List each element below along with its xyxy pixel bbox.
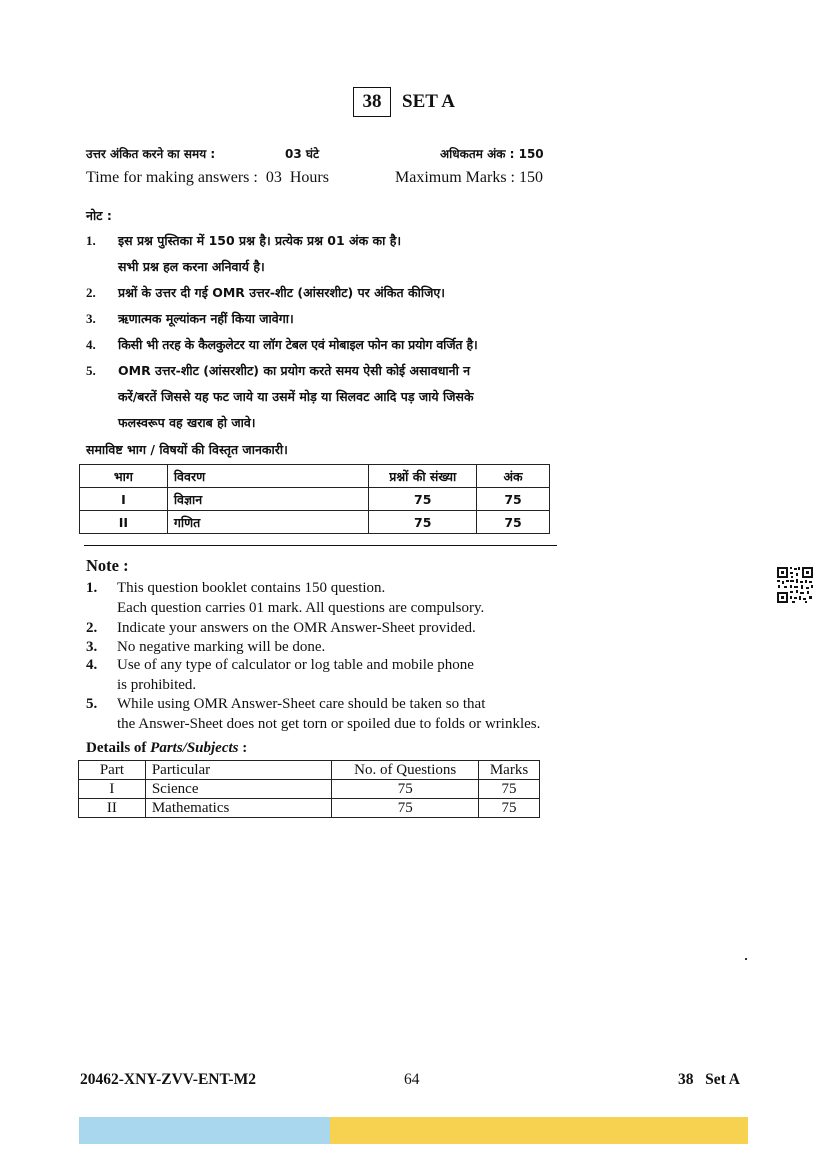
table-cell: 75 bbox=[477, 488, 550, 511]
table-row bbox=[80, 511, 550, 534]
details-label-hi: समाविष्ट भाग / विषयों की विस्तृत जानकारी। bbox=[86, 442, 288, 457]
footer-bar-yellow bbox=[330, 1117, 748, 1144]
table-header-cell: Marks bbox=[479, 761, 540, 780]
table-cell: 75 bbox=[479, 799, 540, 818]
max-marks-hi: अधिकतम अंक : 150 bbox=[440, 147, 544, 161]
qr-code-icon bbox=[776, 566, 814, 604]
note-hi-1-line-2: सभी प्रश्न हल करना अनिवार्य है। bbox=[118, 259, 265, 274]
table-cell: 75 bbox=[369, 511, 477, 534]
maximum-marks: Maximum Marks : 150 bbox=[395, 169, 543, 186]
parts-table-en bbox=[78, 760, 540, 818]
details-italic: Parts/Subjects bbox=[150, 740, 239, 756]
note-hi-5-line-2: करें/बरतें जिससे यह फट जाये या उसमें मोड़ या सिलवट आदि पड़ जाये जिसके bbox=[118, 389, 474, 404]
set-label: SET A bbox=[402, 91, 455, 112]
table-cell: 75 bbox=[332, 780, 479, 799]
booklet-code: 20462-XNY-ZVV-ENT-M2 bbox=[80, 1071, 256, 1088]
note-hi-5-line-3: फलस्वरूप वह खराब हो जावे। bbox=[118, 415, 256, 430]
note-hi-num-5: 5. bbox=[86, 363, 96, 378]
table-cell: Science bbox=[145, 780, 332, 799]
note-hi-2-line-1: प्रश्नों के उत्तर दी गई OMR उत्तर-शीट (आंसरशीट) पर अंकित कीजिए। bbox=[118, 285, 445, 300]
details-label-en bbox=[86, 740, 247, 757]
table-row bbox=[80, 488, 550, 511]
note-hi-num-3: 3. bbox=[86, 311, 96, 326]
footer-bar-blue bbox=[79, 1117, 330, 1144]
table-header-cell: No. of Questions bbox=[332, 761, 479, 780]
table-header-cell: विवरण bbox=[167, 465, 369, 488]
notes-en-title: Note : bbox=[86, 556, 129, 575]
note-en-4-line-2: is prohibited. bbox=[117, 677, 197, 693]
table-header-cell: Particular bbox=[145, 761, 332, 780]
table-row bbox=[79, 780, 540, 799]
table-header-cell: भाग bbox=[80, 465, 168, 488]
table-cell: Mathematics bbox=[145, 799, 332, 818]
page-number: 64 bbox=[404, 1071, 420, 1088]
note-en-5-line-2: the Answer-Sheet does not get torn or spoiled due to folds or wrinkles. bbox=[117, 716, 541, 732]
table-cell: 75 bbox=[477, 511, 550, 534]
note-en-1-line-2: Each question carries 01 mark. All questions are compulsory. bbox=[117, 600, 485, 616]
time-for-answers: Time for making answers : 03 Hours bbox=[86, 169, 329, 186]
stray-dot bbox=[745, 958, 747, 960]
set-number: 38 bbox=[362, 91, 382, 112]
table-cell: विज्ञान bbox=[167, 488, 369, 511]
table-header-cell: अंक bbox=[477, 465, 550, 488]
note-en-1-line-1: This question booklet contains 150 question. bbox=[117, 580, 386, 596]
footer-set-label: 38 Set A bbox=[678, 1071, 740, 1088]
note-en-2-line-1: Indicate your answers on the OMR Answer-Sheet provided. bbox=[117, 620, 476, 636]
notes-hi-title: नोट : bbox=[86, 208, 112, 223]
note-en-num-1: 1. bbox=[86, 580, 98, 596]
note-en-5-line-1: While using OMR Answer-Sheet care should be taken so that bbox=[117, 696, 486, 712]
time-label-hi: उत्तर अंकित करने का समय : bbox=[86, 147, 216, 161]
note-hi-num-1: 1. bbox=[86, 233, 96, 248]
table-row bbox=[79, 799, 540, 818]
section-divider bbox=[84, 545, 557, 546]
note-en-num-2: 2. bbox=[86, 620, 98, 636]
note-hi-1-line-1: इस प्रश्न पुस्तिका में 150 प्रश्न है। प्रत्येक प्रश्न 01 अंक का है। bbox=[118, 233, 402, 248]
table-header-row bbox=[79, 761, 540, 780]
table-header-cell: प्रश्नों की संख्या bbox=[369, 465, 477, 488]
set-number-box bbox=[353, 87, 391, 117]
table-cell: गणित bbox=[167, 511, 369, 534]
note-en-num-3: 3. bbox=[86, 639, 98, 655]
note-hi-num-4: 4. bbox=[86, 337, 96, 352]
note-hi-4-line-1: किसी भी तरह के कैलकुलेटर या लॉग टेबल एवं मोबाइल फोन का प्रयोग वर्जित है। bbox=[118, 337, 478, 352]
parts-table-hi bbox=[79, 464, 550, 534]
time-value-hi: 03 घंटे bbox=[285, 147, 320, 161]
note-en-4-line-1: Use of any type of calculator or log table and mobile phone bbox=[117, 657, 474, 673]
note-hi-5-line-1: OMR उत्तर-शीट (आंसरशीट) का प्रयोग करते समय ऐसी कोई असावधानी न bbox=[118, 363, 471, 378]
table-header-row bbox=[80, 465, 550, 488]
table-cell: II bbox=[80, 511, 168, 534]
note-en-num-4: 4. bbox=[86, 657, 98, 673]
table-cell: 75 bbox=[479, 780, 540, 799]
details-suffix: : bbox=[238, 740, 248, 756]
note-en-3-line-1: No negative marking will be done. bbox=[117, 639, 326, 655]
table-header-cell: Part bbox=[79, 761, 146, 780]
table-cell: I bbox=[79, 780, 146, 799]
details-prefix: Details of bbox=[86, 740, 151, 756]
note-hi-3-line-1: ऋणात्मक मूल्यांकन नहीं किया जावेगा। bbox=[118, 311, 294, 326]
table-cell: 75 bbox=[369, 488, 477, 511]
table-cell: II bbox=[79, 799, 146, 818]
table-cell: 75 bbox=[332, 799, 479, 818]
note-hi-num-2: 2. bbox=[86, 285, 96, 300]
table-cell: I bbox=[80, 488, 168, 511]
note-en-num-5: 5. bbox=[86, 696, 98, 712]
